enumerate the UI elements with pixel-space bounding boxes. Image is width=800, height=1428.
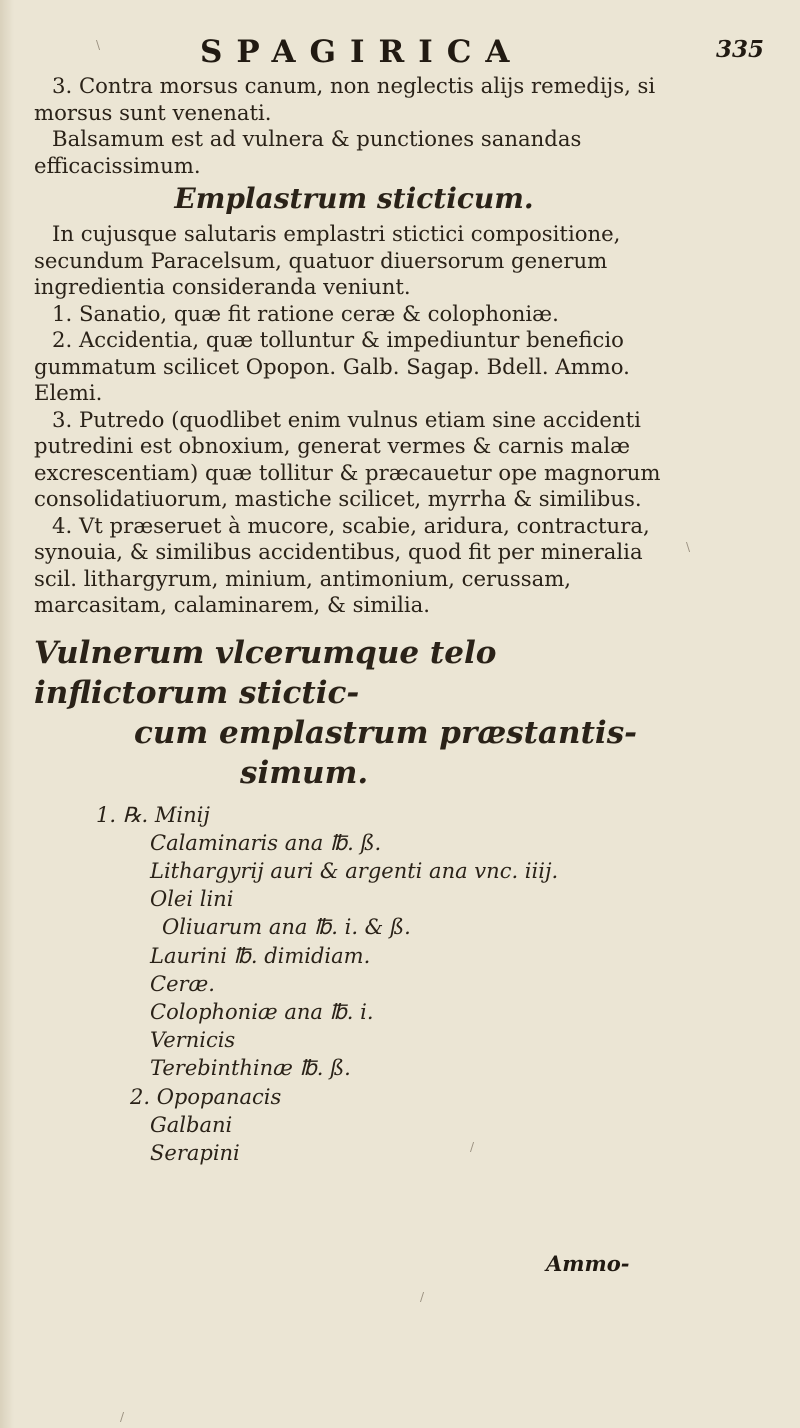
paragraph-intro: In cujusque salutaris emplastri stictici compositione, secundum Paracelsum, quatuor diuersorum generum ingredientia consideranda veniunt. <box>34 221 621 299</box>
recipe-line: Terebinthinæ ℔. ß. <box>150 1056 351 1081</box>
recipe-line: 2. Opopanacis <box>130 1084 282 1109</box>
heading-vulnerum-line-2: cum emplastrum præstantis- <box>134 714 638 751</box>
recipe-line: Oliuarum ana ℔. i. & ß. <box>162 915 411 940</box>
heading-vulnerum-line-1: Vulnerum vlcerumque telo inflictorum stictic- <box>34 634 497 711</box>
page-body <box>34 73 674 1167</box>
page-gutter-shadow <box>0 0 14 1428</box>
recipe-line: Ceræ. <box>150 971 215 996</box>
recipe-line: 1. ℞. Minij <box>96 802 210 827</box>
page-number: 335 <box>716 36 765 63</box>
catchword: Ammo- <box>546 1251 630 1276</box>
paper-mark: / <box>120 1410 125 1424</box>
running-title: SPAGIRICA <box>200 34 524 70</box>
recipe-line: Olei lini <box>150 887 234 912</box>
recipe-line: Laurini ℔. dimidiam. <box>150 943 371 968</box>
paper-mark: / <box>470 1140 475 1154</box>
recipe-line: Serapini <box>150 1140 240 1165</box>
recipe-line: Vernicis <box>150 1028 236 1053</box>
heading-vulnerum <box>34 633 674 793</box>
recipe-list <box>34 801 674 1168</box>
heading-vulnerum-line-3: simum. <box>240 754 369 791</box>
paper-mark: \ <box>96 38 101 52</box>
page-header <box>0 34 800 74</box>
recipe-line: Calaminaris ana ℔. ß. <box>150 830 382 855</box>
heading-emplastrum-sticticum: Emplastrum sticticum. <box>174 182 534 215</box>
list-item-putredo: 3. Putredo (quodlibet enim vulnus etiam sine accidenti putredini est obnoxium, generat vermes & carnis malæ excrescentiam) quæ tollitur & præcauetur ope magnorum consolidatiuorum, mastiche scilicet, myrrha & similibus. <box>34 406 661 511</box>
recipe-line: Colophoniæ ana ℔. i. <box>150 999 374 1024</box>
paragraph-dog-bites: 3. Contra morsus canum, non neglectis alijs remedijs, si morsus sunt venenati. <box>34 73 656 125</box>
recipe-line: Lithargyrij auri & argenti ana vnc. iiij. <box>150 858 559 883</box>
paper-mark: \ <box>686 540 691 554</box>
paragraph-balsamum: Balsamum est ad vulnera & punctiones sanandas efficacissimum. <box>34 126 582 178</box>
list-item-praeseruet: 4. Vt præseruet à mucore, scabie, aridura, contractura, synouia, & similibus accidentibus, quod fit per mineralia scil. lithargyrum, minium, antimonium, cerussam, marcasitam, calaminarem, & similia. <box>34 512 650 617</box>
paper-mark: / <box>420 1290 425 1304</box>
list-item-accidentia: 2. Accidentia, quæ tolluntur & impediuntur beneficio gummatum scilicet Opopon. Galb. Sagap. Bdell. Ammo. Elemi. <box>34 327 630 405</box>
list-item-sanatio: 1. Sanatio, quæ fit ratione ceræ & colophoniæ. <box>52 300 559 326</box>
recipe-line: Galbani <box>150 1112 233 1137</box>
